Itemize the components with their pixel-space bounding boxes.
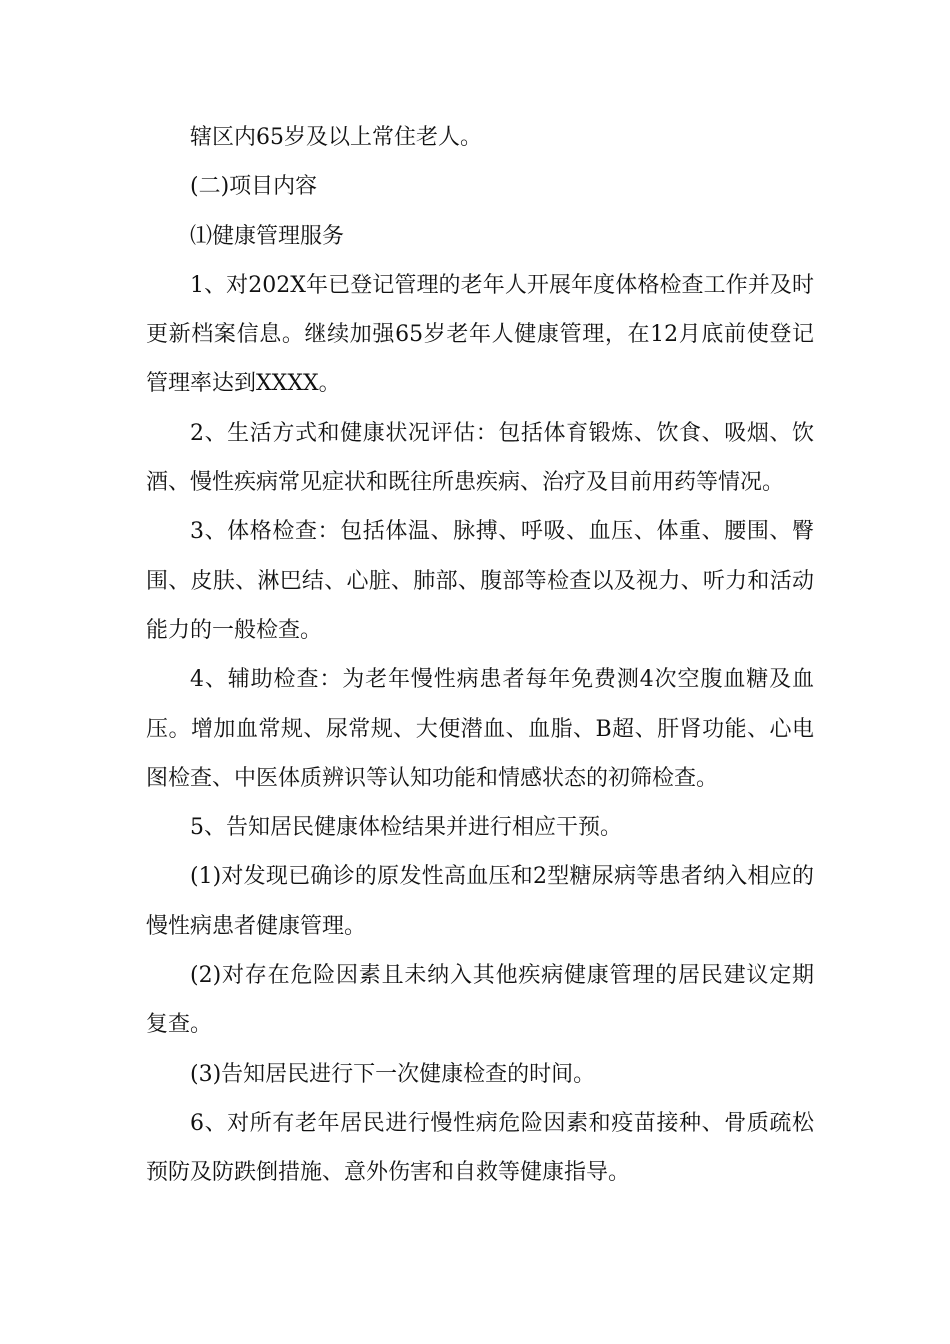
section-heading-project-content: (二)项目内容 [190,174,318,200]
paragraph-item-5: 5、告知居民健康体检结果并进行相应干预。 [190,815,622,841]
paragraph-item-5-sub-3: (3)告知居民进行下一次健康检查的时间。 [190,1061,596,1087]
paragraph-service-target: 辖区内65岁及以上常住老人。 [190,125,482,150]
paragraph-item-2: 2、生活方式和健康状况评估：包括体育锻炼、饮食、吸烟、饮酒、慢性疾病常见症状和既往所患疾病、治疗及目前用药等情况。 [146,420,814,496]
paragraph-item-6: 6、对所有老年居民进行慢性病危险因素和疫苗接种、骨质疏松预防及防跌倒措施、意外伤害和自救等健康指导。 [146,1110,814,1186]
paragraph-item-4: 4、辅助检查：为老年慢性病患者每年免费测4次空腹血糖及血压。增加血常规、尿常规、大便潜血、血脂、B超、肝肾功能、心电图检查、中医体质辨识等认知功能和情感状态的初筛检查。 [146,667,814,791]
paragraph-item-1: 1、对202X年已登记管理的老年人开展年度体格检查工作并及时更新档案信息。继续加强65岁老年人健康管理，在12月底前使登记管理率达到XXXX。 [146,272,814,397]
paragraph-item-3: 3、体格检查：包括体温、脉搏、呼吸、血压、体重、腰围、臀围、皮肤、淋巴结、心脏、肺部、腹部等检查以及视力、听力和活动能力的一般检查。 [146,519,814,643]
paragraph-item-5-sub-1: (1)对发现已确诊的原发性高血压和2型糖尿病等患者纳入相应的慢性病患者健康管理。 [146,864,814,939]
subheading-health-management-service: ⑴健康管理服务 [190,223,345,249]
document-body [146,113,814,1198]
paragraph-item-5-sub-2: (2)对存在危险因素且未纳入其他疾病健康管理的居民建议定期复查。 [146,963,814,1038]
